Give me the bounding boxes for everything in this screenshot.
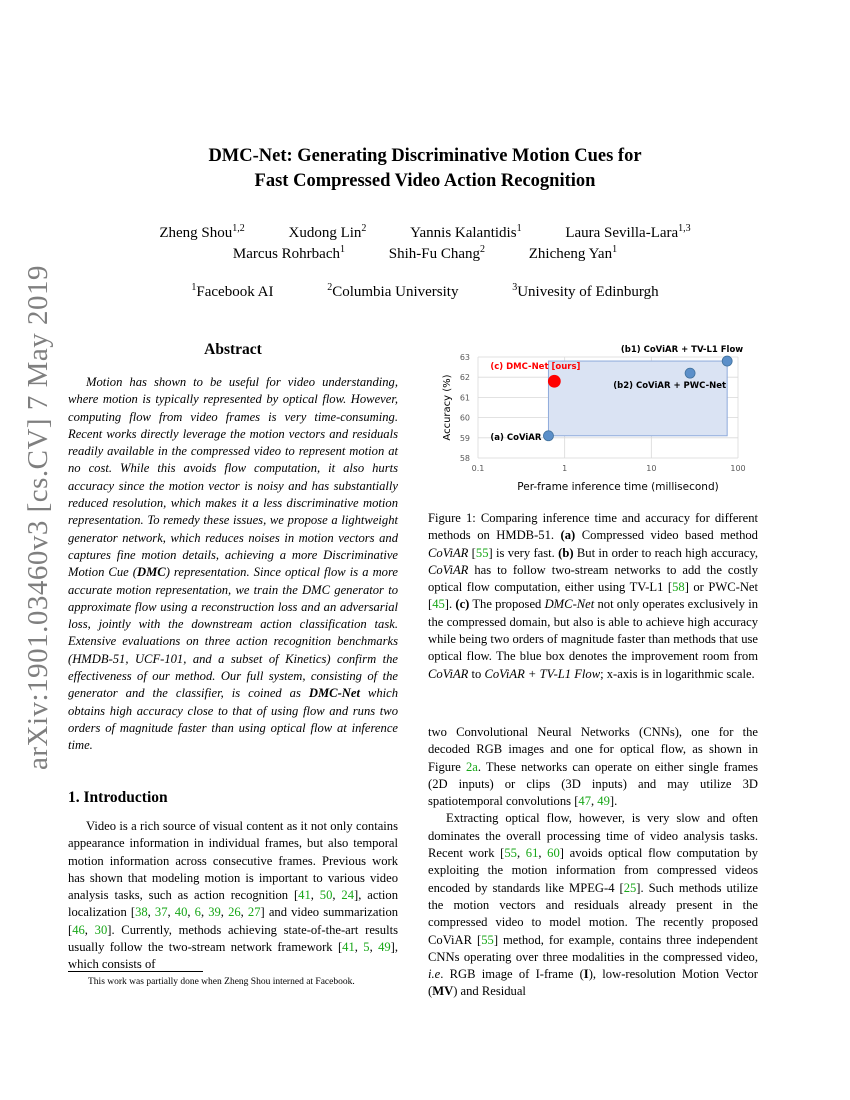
figure-1-caption: Figure 1: Comparing inference time and accuracy for different methods on HMDB-51. (a) Compressed video based method CoViAR [55] is very fast. (b) But in order to reach high accuracy, CoViAR has to follow two-stream networks to add the costly optical flow computation, either using TV-L1 [58] or PWC-Net [45]. (c) The proposed DMC-Net not only operates exclusively in the compressed domain, but also is able to achieve high accuracy while being two orders of magnitude faster than methods that use optical flow. The blue box denotes the improvement room from CoViAR to CoViAR + TV-L1 Flow; x-axis is in logarithmic scale. (428, 511, 759, 681)
improvement-box (548, 361, 727, 436)
citation-link[interactable]: 40 (174, 905, 188, 920)
affiliation: $^3$Univesity of Edinburgh (512, 282, 659, 300)
author: Marcus Rohrbach$^1$ (232, 244, 345, 262)
point-label: (b2) CoViAR + PWC-Net (613, 381, 727, 392)
introduction-text: Video is a rich source of visual content as it not only contains appearance information in individual frames, but also temporal motion information across consecutive frames. Previous work has shown that modeling motion is important to various video analysis tasks, such as action recognition [41, 50, 24], action localization [38, 37, 40, 6, 39, 26, 27] and video summarization [46, 30]. Currently, methods achieving state-of-the-art results usually follow the two-stream network framework [41, 5, 49], which consists of (68, 819, 399, 972)
author: Laura Sevilla-Lara$^{1,3}$ (565, 223, 691, 241)
author: Zhicheng Yan$^1$ (528, 244, 618, 262)
data-point (548, 375, 560, 387)
x-axis-label: Per-frame inference time (millisecond) (517, 481, 719, 493)
author: Xudong Lin$^2$ (288, 223, 367, 241)
citation-link[interactable]: 41 (342, 940, 355, 955)
x-tick-label: 10 (646, 464, 657, 473)
citation-link[interactable]: 25 (623, 880, 637, 895)
y-tick-label: 60 (459, 413, 470, 423)
affiliation: $^2$Columbia University (327, 282, 459, 300)
citation-link[interactable]: 61 (525, 846, 539, 861)
citation-link[interactable]: 27 (247, 905, 261, 920)
y-tick-label: 59 (459, 433, 470, 443)
y-axis-label: Accuracy (%) (442, 374, 453, 441)
citation-link[interactable]: 37 (154, 905, 168, 920)
author-list (0, 223, 850, 265)
scatter-chart (428, 342, 758, 500)
x-tick-label: 0.1 (471, 464, 485, 473)
citation-link[interactable]: 55 (504, 846, 517, 861)
paragraph: two Convolutional Neural Networks (CNNs), one for the decoded RGB images and one for optical flow, as shown in Figure 2a. These networks can operate on either single frames (2D inputs) or clips (3D inputs) and may utilize 3D spatiotemporal convolutions [47, 49]. (428, 725, 758, 809)
citation-link[interactable]: 38 (135, 905, 148, 920)
citation-link[interactable]: 49 (378, 940, 391, 955)
y-tick-label: 61 (459, 393, 470, 403)
affiliations (0, 282, 850, 303)
author: Yannis Kalantidis$^1$ (410, 223, 522, 241)
author: Shih-Fu Chang$^2$ (388, 244, 485, 262)
abstract-heading: Abstract (204, 341, 262, 358)
y-tick-label: 62 (459, 373, 470, 383)
citation-link[interactable]: 30 (94, 922, 108, 937)
x-tick-label: 100 (730, 464, 746, 473)
paragraph: Extracting optical flow, however, is very slow and often dominates the overall processing time of video analysis tasks. Recent work [55, 61, 60] avoids optical flow computation by exploiting the motion information from compressed videos encoded by standards like MPEG-4 [25]. Such methods utilize the motion vectors and residuals already present in the compressed video to model motion. The recently proposed CoViAR [55] method, for example, contains three independent CNNs operating over three modalities in the compressed video, i.e. RGB image of I-frame (I), low-resolution Motion Vector (MV) and Residual (428, 811, 759, 999)
data-point (543, 431, 553, 441)
citation-link[interactable]: 39 (208, 905, 221, 920)
y-tick-label: 63 (459, 353, 470, 362)
citation-link[interactable]: 55 (481, 932, 494, 947)
citation-link[interactable]: 46 (72, 922, 85, 937)
citation-link[interactable]: 41 (298, 888, 311, 903)
citation-link[interactable]: 45 (432, 597, 445, 612)
affiliation: $^1$Facebook AI (191, 282, 274, 300)
citation-link[interactable]: 50 (319, 888, 333, 903)
author: Zheng Shou$^{1,2}$ (159, 223, 245, 241)
arxiv-stamp: arXiv:1901.03460v3 [cs.CV] 7 May 2019 (22, 264, 54, 770)
footnote-rule (68, 971, 203, 972)
x-tick-label: 1 (562, 464, 568, 473)
citation-link[interactable]: 55 (475, 545, 489, 560)
citation-link[interactable]: 60 (547, 846, 560, 861)
y-tick-label: 58 (459, 454, 470, 463)
title-line-2: Fast Compressed Video Action Recognition (254, 171, 596, 191)
point-label: (a) CoViAR (490, 432, 542, 443)
title-line-1: DMC-Net: Generating Discriminative Motion Cues for (208, 146, 642, 166)
figure-1-chart (428, 342, 758, 500)
point-label: (b1) CoViAR + TV-L1 Flow (620, 345, 744, 356)
point-label: (c) DMC-Net [ours] (490, 362, 581, 373)
author-row-2 (0, 244, 850, 265)
citation-link[interactable]: 24 (341, 888, 355, 903)
section-heading-introduction: 1. Introduction (68, 789, 168, 806)
citation-link[interactable]: 6 (194, 905, 201, 920)
data-point (685, 368, 695, 378)
citation-link[interactable]: 5 (363, 940, 370, 955)
citation-link[interactable]: 49 (597, 794, 610, 809)
author-row-1 (0, 223, 850, 244)
figure-link[interactable]: 2a (465, 759, 478, 774)
paper-title (0, 144, 850, 194)
citation-link[interactable]: 26 (228, 905, 241, 920)
citation-link[interactable]: 47 (578, 794, 591, 809)
data-point (722, 356, 732, 366)
right-column-body (428, 724, 758, 1001)
footnote: This work was partially done when Zheng Shou interned at Facebook. (88, 977, 355, 987)
citation-link[interactable]: 58 (672, 580, 685, 595)
abstract-text: Motion has shown to be useful for video understanding, where motion is typically represented by optical flow. However, computing flow from video frames is very time-consuming. Recent works directly leverage the motion vectors and residuals readily available in the compressed video to represent motion at no cost. While this avoids flow computation, it also hurts accuracy since the motion vector is noisy and has substantially reduced resolution, which makes it a less discriminative motion representation. To remedy these issues, we propose a lightweight generator network, which reduces noises in motion vectors and captures fine motion details, achieving a more Discriminative Motion Cue (DMC) representation. Since optical flow is a more accurate motion representation, we train the DMC generator to approximate flow using a reconstruction loss and an adversarial loss, jointly with the downstream action classification task. Extensive evaluations on three action recognition benchmarks (HMDB-51, UCF-101, and a subset of Kinetics) confirm the effectiveness of our method. Our full system, consisting of the generator and the classifier, is coined as DMC-Net which obtains high accuracy close to that of using flow and runs two orders of magnitude faster than using optical flow at inference time. (68, 375, 399, 753)
